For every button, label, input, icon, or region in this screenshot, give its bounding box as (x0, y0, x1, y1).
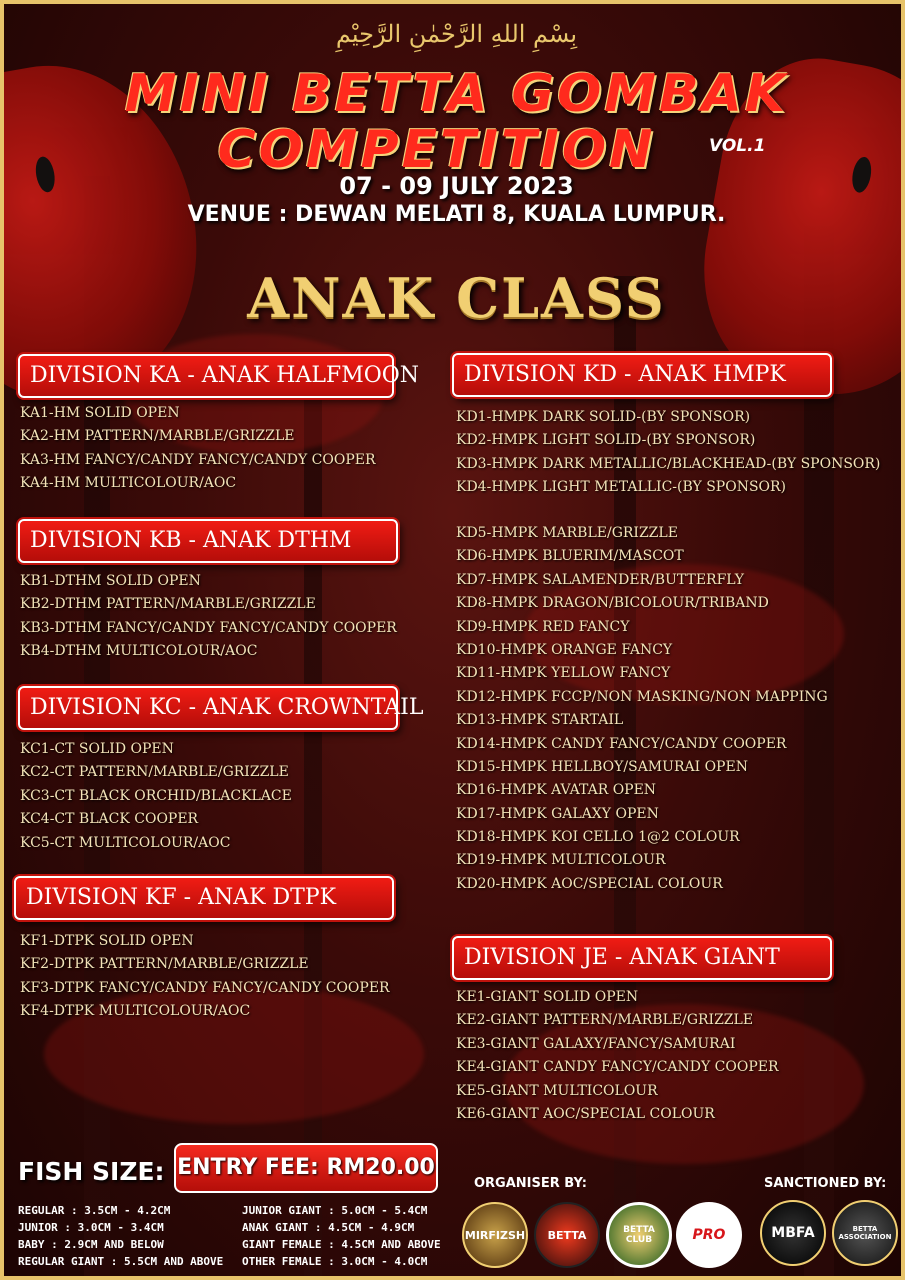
list-item: KA1-HM SOLID OPEN (20, 405, 180, 421)
list-item: REGULAR : 3.5CM - 4.2CM (18, 1204, 171, 1217)
list-item: KD16-HMPK AVATAR OPEN (456, 782, 657, 799)
tree-trunk (304, 376, 322, 1276)
organiser-logo-mirfizsh (462, 1202, 528, 1268)
list-item: KD14-HMPK CANDY FANCY/CANDY COOPER (456, 735, 787, 752)
list-item: KF2-DTPK PATTERN/MARBLE/GRIZZLE (20, 956, 309, 973)
list-item: KC5-CT MULTICOLOUR/AOC (20, 834, 231, 851)
list-item: KE4-GIANT CANDY FANCY/CANDY COOPER (456, 1059, 779, 1076)
division-je-header: DIVISION JE - ANAK GIANT (452, 936, 832, 980)
list-item: KB2-DTHM PATTERN/MARBLE/GRIZZLE (20, 596, 316, 613)
list-item: KC2-CT PATTERN/MARBLE/GRIZZLE (20, 764, 289, 781)
organiser-logo-pro (676, 1202, 742, 1268)
list-item: GIANT FEMALE : 4.5CM AND ABOVE (242, 1238, 441, 1251)
division-kb-list (20, 570, 397, 664)
list-item: KC1-CT SOLID OPEN (20, 741, 174, 757)
list-item: KD15-HMPK HELLBOY/SAMURAI OPEN (456, 758, 748, 775)
division-kd-list (456, 522, 828, 896)
division-ka-list (20, 402, 376, 496)
list-item: KC4-CT BLACK COOPER (20, 811, 199, 828)
division-je-list (456, 986, 779, 1126)
list-item: KF1-DTPK SOLID OPEN (20, 933, 194, 949)
event-title-line1: MINI BETTA GOMBAK (124, 64, 789, 124)
list-item: KD10-HMPK ORANGE FANCY (456, 641, 673, 658)
organiser-label: ORGANISER BY: (474, 1176, 587, 1191)
logo-text: BETTA ASSOCIATION (838, 1225, 892, 1241)
list-item: KD2-HMPK LIGHT SOLID-(BY SPONSOR) (456, 432, 756, 449)
logo-text: BETTA CLUB (623, 1225, 655, 1245)
list-item: JUNIOR GIANT : 5.0CM - 5.4CM (242, 1204, 428, 1217)
list-item: BABY : 2.9CM AND BELOW (18, 1238, 164, 1251)
division-kd-list-sponsor (456, 406, 880, 500)
list-item: KB4-DTHM MULTICOLOUR/AOC (20, 643, 258, 660)
list-item: KD8-HMPK DRAGON/BICOLOUR/TRIBAND (456, 595, 769, 612)
list-item: KD7-HMPK SALAMENDER/BUTTERFLY (456, 571, 744, 588)
fish-size-list-left (18, 1202, 223, 1270)
list-item: KD5-HMPK MARBLE/GRIZZLE (456, 525, 678, 541)
list-item: KE5-GIANT MULTICOLOUR (456, 1082, 658, 1099)
logo-text: PRO (692, 1227, 726, 1243)
division-kc-header: DIVISION KC - ANAK CROWNTAIL (18, 686, 398, 730)
list-item: KF4-DTPK MULTICOLOUR/AOC (20, 1003, 251, 1020)
division-kd-header: DIVISION KD - ANAK HMPK (452, 353, 832, 397)
list-item: KD19-HMPK MULTICOLOUR (456, 852, 666, 869)
list-item: KC3-CT BLACK ORCHID/BLACKLACE (20, 787, 292, 804)
logo-text: MIRFIZSH (464, 1228, 526, 1242)
list-item: KD17-HMPK GALAXY OPEN (456, 805, 659, 822)
volume-label: VOL.1 (709, 136, 766, 156)
list-item: OTHER FEMALE : 3.0CM - 4.0CM (242, 1255, 428, 1268)
list-item: KD12-HMPK FCCP/NON MASKING/NON MAPPING (456, 688, 828, 705)
fish-size-label: FISH SIZE: (18, 1157, 165, 1186)
list-item: KE6-GIANT AOC/SPECIAL COLOUR (456, 1105, 715, 1122)
list-item: KB1-DTHM SOLID OPEN (20, 573, 201, 589)
event-venue: VENUE : DEWAN MELATI 8, KUALA LUMPUR. (187, 202, 726, 227)
division-kf-header: DIVISION KF - ANAK DTPK (14, 876, 394, 920)
entry-fee-badge: ENTRY FEE: RM20.00 (174, 1143, 438, 1193)
division-kf-list (20, 930, 390, 1024)
list-item: KD18-HMPK KOI CELLO 1@2 COLOUR (456, 829, 740, 846)
list-item: KD1-HMPK DARK SOLID-(BY SPONSOR) (456, 409, 751, 425)
list-item: KE3-GIANT GALAXY/FANCY/SAMURAI (456, 1035, 736, 1052)
list-item: KD3-HMPK DARK METALLIC/BLACKHEAD-(BY SPONSOR) (456, 455, 881, 472)
list-item: REGULAR GIANT : 5.5CM AND ABOVE (18, 1255, 224, 1268)
list-item: KE2-GIANT PATTERN/MARBLE/GRIZZLE (456, 1012, 754, 1029)
list-item: KD9-HMPK RED FANCY (456, 618, 630, 635)
bismillah-calligraphy: بِسْمِ اللهِ الرَّحْمٰنِ الرَّحِيْمِ (335, 20, 578, 48)
list-item: KA3-HM FANCY/CANDY FANCY/CANDY COOPER (20, 451, 376, 468)
list-item: KE1-GIANT SOLID OPEN (456, 989, 639, 1005)
division-ka-header: DIVISION KA - ANAK HALFMOON (18, 354, 394, 398)
sanction-logo-association (832, 1200, 898, 1266)
event-date: 07 - 09 JULY 2023 (339, 172, 574, 200)
list-item: KD20-HMPK AOC/SPECIAL COLOUR (456, 875, 723, 892)
list-item: KA4-HM MULTICOLOUR/AOC (20, 475, 237, 492)
logo-text: MBFA (771, 1225, 815, 1241)
list-item: ANAK GIANT : 4.5CM - 4.9CM (242, 1221, 415, 1234)
sanction-logo-mbfa (760, 1200, 826, 1266)
logo-text: BETTA (547, 1228, 587, 1242)
list-item: KA2-HM PATTERN/MARBLE/GRIZZLE (20, 428, 295, 445)
list-item: KB3-DTHM FANCY/CANDY FANCY/CANDY COOPER (20, 619, 397, 636)
fish-size-list-right (242, 1202, 441, 1270)
list-item: KF3-DTPK FANCY/CANDY FANCY/CANDY COOPER (20, 979, 390, 996)
list-item: KD4-HMPK LIGHT METALLIC-(BY SPONSOR) (456, 479, 787, 496)
list-item: KD13-HMPK STARTAIL (456, 712, 624, 729)
list-item: JUNIOR : 3.0CM - 3.4CM (18, 1221, 164, 1234)
division-kb-header: DIVISION KB - ANAK DTHM (18, 519, 398, 563)
list-item: KD11-HMPK YELLOW FANCY (456, 665, 671, 682)
organiser-logo-club (606, 1202, 672, 1268)
event-title-line2: COMPETITION (217, 120, 656, 180)
sanctioned-label: SANCTIONED BY: (764, 1176, 887, 1191)
division-kc-list (20, 738, 292, 855)
class-title: ANAK CLASS (247, 266, 666, 330)
organiser-logo-betta (534, 1202, 600, 1268)
list-item: KD6-HMPK BLUERIM/MASCOT (456, 548, 684, 565)
